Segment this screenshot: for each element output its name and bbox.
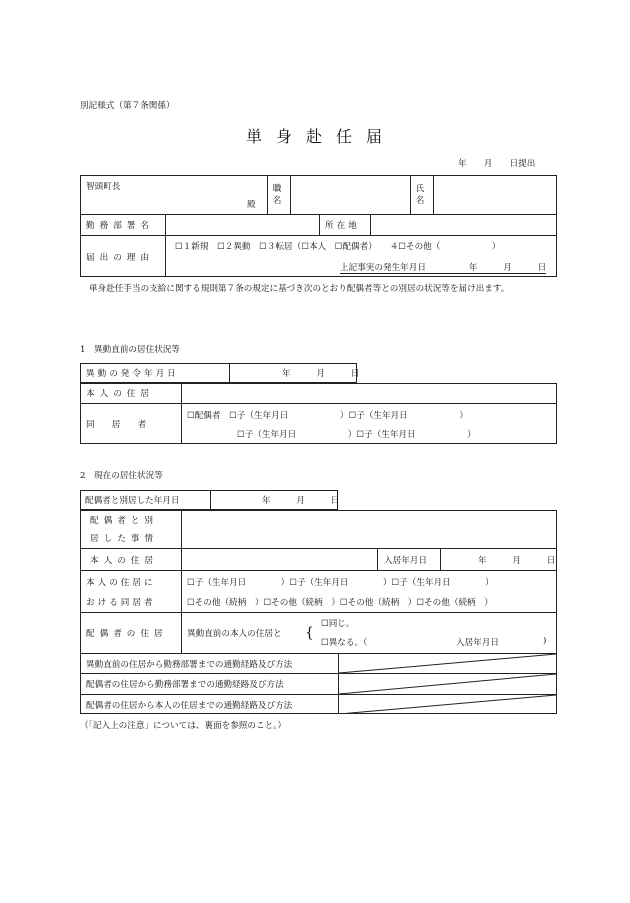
- section2-cohabitant-label-2: おける同居者: [86, 598, 156, 608]
- section1-heading: 1 異動直前の居住状況等: [80, 345, 180, 355]
- section2-cohabitant-row2[interactable]: ☐その他（続柄 ）☐その他（続柄 ）☐その他（続柄 ）☐その他（続柄 ）: [187, 598, 493, 608]
- route1-label: 異動直前の住居から勤務部署までの通勤経路及び方法: [86, 659, 293, 670]
- section2-cohabitant-row1[interactable]: ☐子（生年月日 ）☐子（生年月日 ）☐子（生年月日 ）: [187, 578, 494, 588]
- move-in-label: 入居年月日: [384, 555, 427, 566]
- footnote: （「記入上の注意」については、裏面を参照のこと。）: [80, 721, 287, 731]
- section1-cohabitant-row2[interactable]: ☐子（生年月日 ）☐子（生年月日 ）: [237, 430, 476, 440]
- spouse-residence-label: 配偶者の住居: [86, 629, 168, 639]
- position-field[interactable]: [291, 176, 409, 213]
- separation-date-label: 配偶者と別居した年月日: [85, 496, 180, 506]
- move-in-value[interactable]: 年 月 日: [478, 555, 556, 566]
- name-field[interactable]: [434, 176, 556, 213]
- circumstances-label-2: 居した事情: [90, 534, 158, 544]
- route2-label: 配偶者の住居から勤務部署までの通勤経路及び方法: [86, 680, 284, 690]
- circumstances-field[interactable]: [182, 511, 556, 547]
- reason-options[interactable]: ☐１新規 ☐２異動 ☐３転居（☐本人 ☐配偶者） ４☐その他（ ）: [175, 242, 501, 252]
- department-field[interactable]: [166, 215, 318, 234]
- reason-label: 届出の理由: [86, 252, 154, 263]
- order-date-label: 異動の発令年月日: [86, 369, 179, 379]
- name-label: 氏名: [415, 184, 425, 206]
- brace-icon: {: [305, 625, 314, 641]
- section2-heading: 2 現在の居住状況等: [80, 471, 163, 481]
- location-field[interactable]: [371, 215, 556, 234]
- route3-label: 配偶者の住居から本人の住居までの通勤経路及び方法: [86, 700, 293, 711]
- department-label: 勤務部署名: [86, 221, 154, 231]
- addressee: 智頭町長: [86, 182, 121, 192]
- page-title: 単身赴任届: [246, 127, 397, 146]
- spouse-same-option[interactable]: ☐同じ。: [321, 619, 355, 629]
- occurrence-date: 上記事実の発生年月日 年 月 日: [340, 263, 547, 273]
- order-date-value[interactable]: 年 月 日: [282, 369, 360, 379]
- position-label: 職名: [272, 184, 282, 206]
- location-label: 所在地: [325, 221, 360, 231]
- separation-date-value[interactable]: 年 月 日: [262, 496, 340, 506]
- spouse-close-paren: ): [543, 636, 547, 646]
- section1-cohabitant-label: 同 居 者: [86, 420, 147, 430]
- section2-residence-field[interactable]: [182, 549, 376, 569]
- section2-cohabitant-label-1: 本人の住居に: [86, 578, 156, 588]
- submission-date: 年 月 日提出: [458, 159, 536, 169]
- honorific: 殿: [247, 200, 256, 210]
- spouse-prev-label: 異動直前の本人の住居と: [187, 629, 282, 639]
- section1-residence-field[interactable]: [182, 384, 556, 402]
- circumstances-label-1: 配偶者と別: [90, 516, 158, 526]
- spouse-move-in-label: 入居年月日: [456, 638, 499, 648]
- route2-strike: [339, 674, 556, 694]
- section1-cohabitant-row1[interactable]: ☐配偶者 ☐子（生年月日 ）☐子（生年月日 ）: [187, 411, 468, 421]
- section2-residence-label: 本人の住居: [90, 555, 158, 566]
- section1-residence-label: 本人の住居: [86, 389, 154, 399]
- route3-strike: [339, 695, 556, 714]
- spouse-diff-option[interactable]: ☐異なる。（: [321, 638, 368, 648]
- route1-strike: [339, 654, 556, 673]
- intro-text: 単身赴任手当の支給に関する規則第７条の規定に基づき次のとおり配偶者等との別居の状況等を届け出ます。: [89, 284, 510, 294]
- form-reference: 別記様式（第７条関係）: [80, 101, 175, 111]
